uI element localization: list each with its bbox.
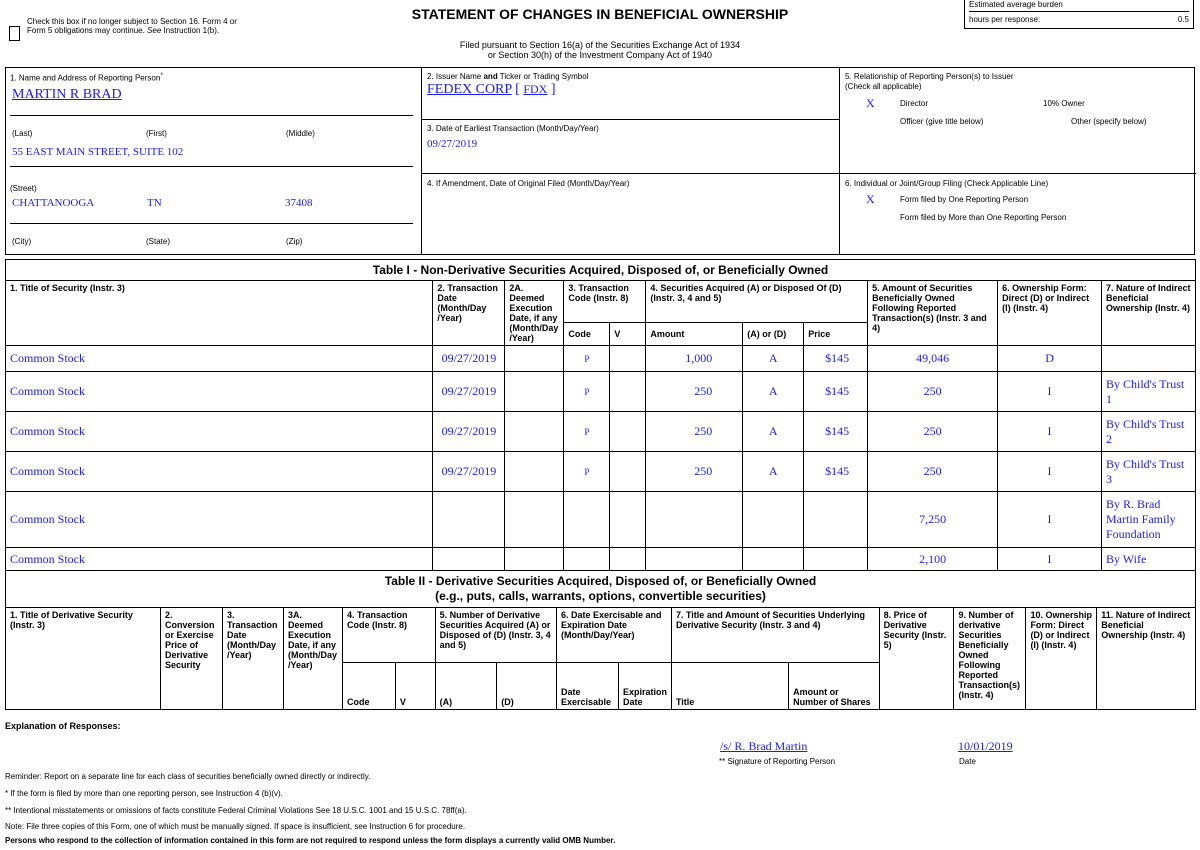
omb-burden-box xyxy=(964,0,1194,29)
note-2: ** Intentional misstatements or omissions of facts constitute Federal Criminal Violations See 18 U.S.C. 1001 and 15 U.S.C. 78ff(a). xyxy=(5,806,467,815)
t2-h3a: 3A. Deemed Execution Date, if any (Month/Day /Year) xyxy=(283,608,342,710)
director-mark: X xyxy=(866,96,875,110)
security-title: Common Stock xyxy=(6,492,433,548)
reporter-state: TN xyxy=(147,197,162,209)
t1-h2a: 2A. Deemed Execution Date, if any (Month/Day /Year) xyxy=(505,281,564,346)
reporting-info-grid xyxy=(5,67,1195,255)
t2-h4: 4. Transaction Code (Instr. 8) xyxy=(342,608,435,663)
filing-more-label: Form filed by More than One Reporting Person xyxy=(900,213,1067,222)
a-or-d: A xyxy=(743,452,804,492)
amount: 250 xyxy=(646,412,743,452)
a-or-d xyxy=(743,492,804,548)
ten-pct-label: 10% Owner xyxy=(1043,99,1085,108)
deemed-date xyxy=(505,372,564,412)
t1-h1: 1. Title of Security (Instr. 3) xyxy=(6,281,433,346)
v-cell xyxy=(610,412,646,452)
price: $145 xyxy=(804,346,868,372)
reporter-zip: 37408 xyxy=(285,197,313,209)
t2-h11: 11. Nature of Indirect Beneficial Ownership (Instr. 4) xyxy=(1097,608,1196,710)
earliest-date: 09/27/2019 xyxy=(427,138,478,150)
nature: By Child's Trust 3 xyxy=(1102,452,1196,492)
divider xyxy=(421,67,422,255)
earliest-date-label: 3. Date of Earliest Transaction (Month/Day/Year) xyxy=(427,124,599,133)
amendment-label: 4. If Amendment, Date of Original Filed (Month/Day/Year) xyxy=(427,179,630,188)
no-longer-subject-checkbox[interactable] xyxy=(9,26,20,41)
filing-mark: X xyxy=(866,192,875,206)
checkbox-label xyxy=(27,17,247,35)
t2-h9: 9. Number of derivative Securities Beneficially Owned Following Reported Transaction(s) (Instr. 4) xyxy=(954,608,1026,710)
deemed-date xyxy=(505,452,564,492)
price: $145 xyxy=(804,452,868,492)
first-label: (First) xyxy=(146,129,167,138)
owned-amount: 7,250 xyxy=(868,492,998,548)
ownership-form: I xyxy=(998,548,1102,571)
ticker-open: [ xyxy=(515,82,520,97)
t2-amount-header: Amount or Number of Shares xyxy=(789,663,880,710)
t1-amount-header: Amount xyxy=(646,323,743,346)
officer-label: Officer (give title below) xyxy=(900,117,984,126)
filing-one-label: Form filed by One Reporting Person xyxy=(900,195,1029,204)
form-title: STATEMENT OF CHANGES IN BENEFICIAL OWNERSHIP xyxy=(411,6,789,22)
t2-d-header: (D) xyxy=(497,663,557,710)
table-row xyxy=(6,548,1196,571)
transaction-date xyxy=(433,548,505,571)
price xyxy=(804,548,868,571)
transaction-code xyxy=(564,548,610,571)
checkbox-text: Check this box if no longer subject to Section 16. Form 4 or Form 5 obligations may continue. xyxy=(27,17,237,35)
table-row xyxy=(6,492,1196,548)
city-label: (City) xyxy=(12,237,32,246)
issuer-label-b: Ticker or Trading Symbol xyxy=(499,72,589,81)
note-3: Note: File three copies of this Form, one of which must be manually signed. If space is insufficient, see Instruction 6 for procedure. xyxy=(5,822,466,831)
amount: 1,000 xyxy=(646,346,743,372)
transaction-date: 09/27/2019 xyxy=(433,452,505,492)
t1-v-header: V xyxy=(610,323,646,346)
burden-label: Estimated average burden xyxy=(969,0,1189,12)
table-1 xyxy=(5,259,1196,571)
table-2-title-1: Table II - Derivative Securities Acquired, Disposed of, or Beneficially Owned xyxy=(384,574,817,588)
deemed-date xyxy=(505,548,564,571)
nature xyxy=(1102,346,1196,372)
signature-date-link[interactable]: 10/01/2019 xyxy=(958,739,1013,753)
issuer-line xyxy=(427,82,556,98)
ownership-form: I xyxy=(998,412,1102,452)
t2-h5: 5. Number of Derivative Securities Acquired (A) or Disposed of (D) (Instr. 3, 4 and 5) xyxy=(435,608,556,663)
nature: By Wife xyxy=(1102,548,1196,571)
amount xyxy=(646,492,743,548)
transaction-code xyxy=(564,492,610,548)
reporter-label: 1. Name and Address of Reporting Person* xyxy=(10,72,163,83)
t1-h5: 5. Amount of Securities Beneficially Owned Following Reported Transaction(s) (Instr. 3 and 4) xyxy=(868,281,998,346)
security-title: Common Stock xyxy=(6,346,433,372)
reporter-address: 55 EAST MAIN STREET, SUITE 102 xyxy=(12,146,184,158)
divider xyxy=(10,223,413,224)
t1-h6: 6. Ownership Form: Direct (D) or Indirect (I) (Instr. 4) xyxy=(998,281,1102,346)
transaction-date: 09/27/2019 xyxy=(433,372,505,412)
amount: 250 xyxy=(646,452,743,492)
transaction-date xyxy=(433,492,505,548)
table-2 xyxy=(5,570,1196,710)
relationship-label-1: 5. Relationship of Reporting Person(s) to Issuer xyxy=(845,72,1014,81)
v-cell xyxy=(610,452,646,492)
owned-amount: 250 xyxy=(868,452,998,492)
issuer-label-a: 2. Issuer Name xyxy=(427,72,482,81)
reminder-text: Reminder: Report on a separate line for each class of securities beneficially owned directly or indirectly. xyxy=(5,772,371,781)
ownership-form: I xyxy=(998,452,1102,492)
other-label: Other (specify below) xyxy=(1071,117,1147,126)
a-or-d xyxy=(743,548,804,571)
issuer-label xyxy=(427,72,588,81)
v-cell xyxy=(610,372,646,412)
deemed-date xyxy=(505,412,564,452)
t2-a-header: (A) xyxy=(435,663,497,710)
table-row xyxy=(6,372,1196,412)
price: $145 xyxy=(804,412,868,452)
issuer-label-and: and xyxy=(483,72,498,81)
t1-price-header: Price xyxy=(804,323,868,346)
state-label: (State) xyxy=(146,237,171,246)
ownership-form: I xyxy=(998,372,1102,412)
t2-h2: 2. Conversion or Exercise Price of Derivative Security xyxy=(161,608,223,710)
transaction-date: 09/27/2019 xyxy=(433,412,505,452)
transaction-code: P xyxy=(564,412,610,452)
nature: By Child's Trust 1 xyxy=(1102,372,1196,412)
transaction-code: P xyxy=(564,452,610,492)
t2-expiration-header: Expiration Date xyxy=(618,663,671,710)
signature-link[interactable]: /s/ R. Brad Martin xyxy=(720,739,808,753)
t2-h7: 7. Title and Amount of Securities Underlying Derivative Security (Instr. 3 and 4) xyxy=(671,608,879,663)
owned-amount: 49,046 xyxy=(868,346,998,372)
nature: By Child's Trust 2 xyxy=(1102,412,1196,452)
divider xyxy=(421,119,840,120)
table-row xyxy=(6,452,1196,492)
hours-value: 0.5 xyxy=(1177,15,1189,24)
t2-h3: 3. Transaction Date (Month/Day /Year) xyxy=(223,608,284,710)
checkbox-see: See xyxy=(147,26,162,35)
date-label: Date xyxy=(959,757,976,766)
v-cell xyxy=(610,492,646,548)
security-title: Common Stock xyxy=(6,372,433,412)
t2-title-header: Title xyxy=(671,663,788,710)
t1-aord-header: (A) or (D) xyxy=(743,323,804,346)
signature-label: ** Signature of Reporting Person xyxy=(719,757,836,766)
divider xyxy=(839,67,840,255)
t2-h8: 8. Price of Derivative Security (Instr. 5) xyxy=(879,608,954,710)
deemed-date xyxy=(505,346,564,372)
table-2-title xyxy=(6,571,1196,608)
issuer-name-link[interactable]: FEDEX CORP xyxy=(427,82,512,97)
ticker-close: ] xyxy=(550,82,556,97)
price: $145 xyxy=(804,372,868,412)
street-label: (Street) xyxy=(10,184,37,193)
t1-h2: 2. Transaction Date (Month/Day /Year) xyxy=(433,281,505,346)
note-4: Persons who respond to the collection of information contained in this form are not required to respond unless the form displays a currently valid OMB Number. xyxy=(5,836,616,845)
amount: 250 xyxy=(646,372,743,412)
hours-label: hours per response: xyxy=(969,15,1041,24)
transaction-date: 09/27/2019 xyxy=(433,346,505,372)
relationship-label-2: (Check all applicable) xyxy=(845,82,922,91)
t2-v-header: V xyxy=(395,663,435,710)
director-label: Director xyxy=(900,99,929,108)
last-label: (Last) xyxy=(12,129,33,138)
reporter-name-link[interactable]: MARTIN R BRAD xyxy=(12,87,122,102)
table-2-title-2: (e.g., puts, calls, warrants, options, convertible securities) xyxy=(435,589,766,603)
t2-h10: 10. Ownership Form: Direct (D) or Indirect (I) (Instr. 4) xyxy=(1026,608,1097,710)
a-or-d: A xyxy=(743,412,804,452)
reporter-label-text: 1. Name and Address of Reporting Person xyxy=(10,73,161,83)
price xyxy=(804,492,868,548)
filed-pursuant xyxy=(330,40,870,60)
reporter-city: CHATTANOOGA xyxy=(12,197,95,209)
security-title: Common Stock xyxy=(6,412,433,452)
note-1: * If the form is filed by more than one reporting person, see Instruction 4 (b)(v). xyxy=(5,789,283,798)
amount xyxy=(646,548,743,571)
v-cell xyxy=(610,548,646,571)
t2-code-header: Code xyxy=(342,663,395,710)
relationship-label xyxy=(845,72,1014,92)
table-1-title: Table I - Non-Derivative Securities Acquired, Disposed of, or Beneficially Owned xyxy=(6,260,1196,281)
ownership-form: D xyxy=(998,346,1102,372)
checkbox-instr: Instruction 1(b). xyxy=(163,26,220,35)
filed-line-2: or Section 30(h) of the Investment Company Act of 1940 xyxy=(487,50,713,60)
table-row xyxy=(6,412,1196,452)
a-or-d: A xyxy=(743,346,804,372)
middle-label: (Middle) xyxy=(286,129,315,138)
owned-amount: 250 xyxy=(868,372,998,412)
ownership-form: I xyxy=(998,492,1102,548)
owned-amount: 250 xyxy=(868,412,998,452)
transaction-code: P xyxy=(564,372,610,412)
nature: By R. Brad Martin Family Foundation xyxy=(1102,492,1196,548)
ticker-link[interactable]: FDX xyxy=(523,82,548,96)
owned-amount: 2,100 xyxy=(868,548,998,571)
transaction-code: P xyxy=(564,346,610,372)
t1-h3: 3. Transaction Code (Instr. 8) xyxy=(564,281,646,323)
t1-h4: 4. Securities Acquired (A) or Disposed Of (D) (Instr. 3, 4 and 5) xyxy=(646,281,868,323)
table-row xyxy=(6,346,1196,372)
t2-h6: 6. Date Exercisable and Expiration Date (Month/Day/Year) xyxy=(556,608,671,663)
divider xyxy=(10,115,413,116)
a-or-d: A xyxy=(743,372,804,412)
divider xyxy=(10,166,413,167)
filing-label: 6. Individual or Joint/Group Filing (Check Applicable Line) xyxy=(845,179,1049,188)
t2-h1: 1. Title of Derivative Security (Instr. 3) xyxy=(6,608,161,710)
t2-exercisable-header: Date Exercisable xyxy=(556,663,618,710)
zip-label: (Zip) xyxy=(286,237,303,246)
filed-line-1: Filed pursuant to Section 16(a) of the Securities Exchange Act of 1934 xyxy=(459,40,741,50)
security-title: Common Stock xyxy=(6,452,433,492)
explanation-label: Explanation of Responses: xyxy=(5,721,121,731)
v-cell xyxy=(610,346,646,372)
t1-code-header: Code xyxy=(564,323,610,346)
security-title: Common Stock xyxy=(6,548,433,571)
t1-h7: 7. Nature of Indirect Beneficial Ownership (Instr. 4) xyxy=(1102,281,1196,346)
deemed-date xyxy=(505,492,564,548)
divider xyxy=(421,173,1196,174)
